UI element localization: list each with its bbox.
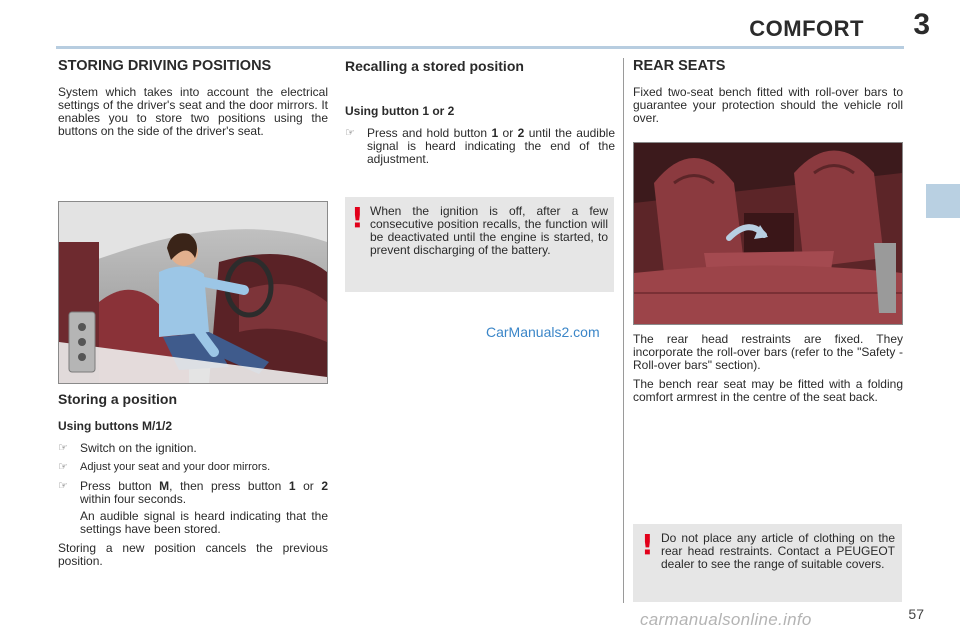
pointing-hand-icon: ☞ xyxy=(345,127,355,139)
bench-armrest-para: The bench rear seat may be fitted with a folding comfort armrest in the centre of the seat back. xyxy=(633,377,903,404)
column-storing-positions xyxy=(58,58,328,144)
heading-recalling-stored-position: Recalling a stored position xyxy=(345,58,524,74)
heading-storing-driving-positions: STORING DRIVING POSITIONS xyxy=(58,58,272,74)
warning-box-head-restraints: ! Do not place any article of clothing on the rear head restraints. Contact a PEUGEOT dealer to see the range of suitable covers. xyxy=(633,524,902,602)
intro-paragraph: System which takes into account the electrical settings of the driver's seat and the door mirrors. It enables you to store two positions using the buttons on the side of the driver's seat. xyxy=(58,85,328,138)
chapter-side-tab xyxy=(926,184,960,218)
driver-seat-illustration xyxy=(59,202,327,383)
header-rule xyxy=(56,46,904,49)
step-press-and-hold: ☞ Press and hold button 1 or 2 until the audible signal is heard indicating the end of the adjustment. xyxy=(345,126,615,166)
watermark-carmanuals2: CarManuals2.com xyxy=(486,324,600,340)
heading-using-button-1-or-2: Using button 1 or 2 xyxy=(345,104,455,118)
pointing-hand-icon: ☞ xyxy=(58,461,68,473)
storing-position-section xyxy=(58,391,328,574)
rear-head-restraints-para: The rear head restraints are fixed. They incorporate the roll-over bars (refer to the "Safety - Roll-over bars" section). xyxy=(633,332,903,372)
audible-signal-note: An audible signal is heard indicating that the settings have been stored. xyxy=(80,509,328,536)
heading-using-buttons-m12: Using buttons M/1/2 xyxy=(58,419,172,433)
heading-storing-a-position: Storing a position xyxy=(58,391,177,407)
rear-seats-photo xyxy=(633,142,903,325)
page-number: 57 xyxy=(908,606,924,622)
exclamation-icon: ! xyxy=(641,528,654,561)
pointing-hand-icon: ☞ xyxy=(58,442,68,454)
column-recalling-position xyxy=(345,58,615,172)
step-press-buttons: ☞ Press button M, then press button 1 or 2 within four seconds. xyxy=(58,479,328,506)
warning-box-ignition: ! When the ignition is off, after a few consecutive position recalls, the function will be deactivated until the engine is started, to prevent discharging of the battery. xyxy=(345,197,614,292)
rear-seats-details xyxy=(633,333,903,410)
heading-rear-seats: REAR SEATS xyxy=(633,58,726,74)
storing-cancels-note: Storing a new position cancels the previous position. xyxy=(58,541,328,568)
column-rear-seats xyxy=(633,58,903,131)
column-divider xyxy=(623,58,624,603)
exclamation-icon: ! xyxy=(351,201,364,234)
footer-watermark: carmanualsonline.info xyxy=(640,610,812,629)
chapter-number: 3 xyxy=(913,8,930,41)
driver-seat-photo xyxy=(58,201,328,384)
pointing-hand-icon: ☞ xyxy=(58,480,68,492)
rear-seats-intro: Fixed two-seat bench fitted with roll-over bars to guarantee your protection should the vehicle roll over. xyxy=(633,85,903,125)
rear-seats-illustration xyxy=(634,143,902,324)
section-title: COMFORT xyxy=(749,16,864,41)
step-adjust-seat: ☞ Adjust your seat and your door mirrors. xyxy=(58,461,271,473)
step-switch-on-ignition: ☞ Switch on the ignition. xyxy=(58,441,197,455)
